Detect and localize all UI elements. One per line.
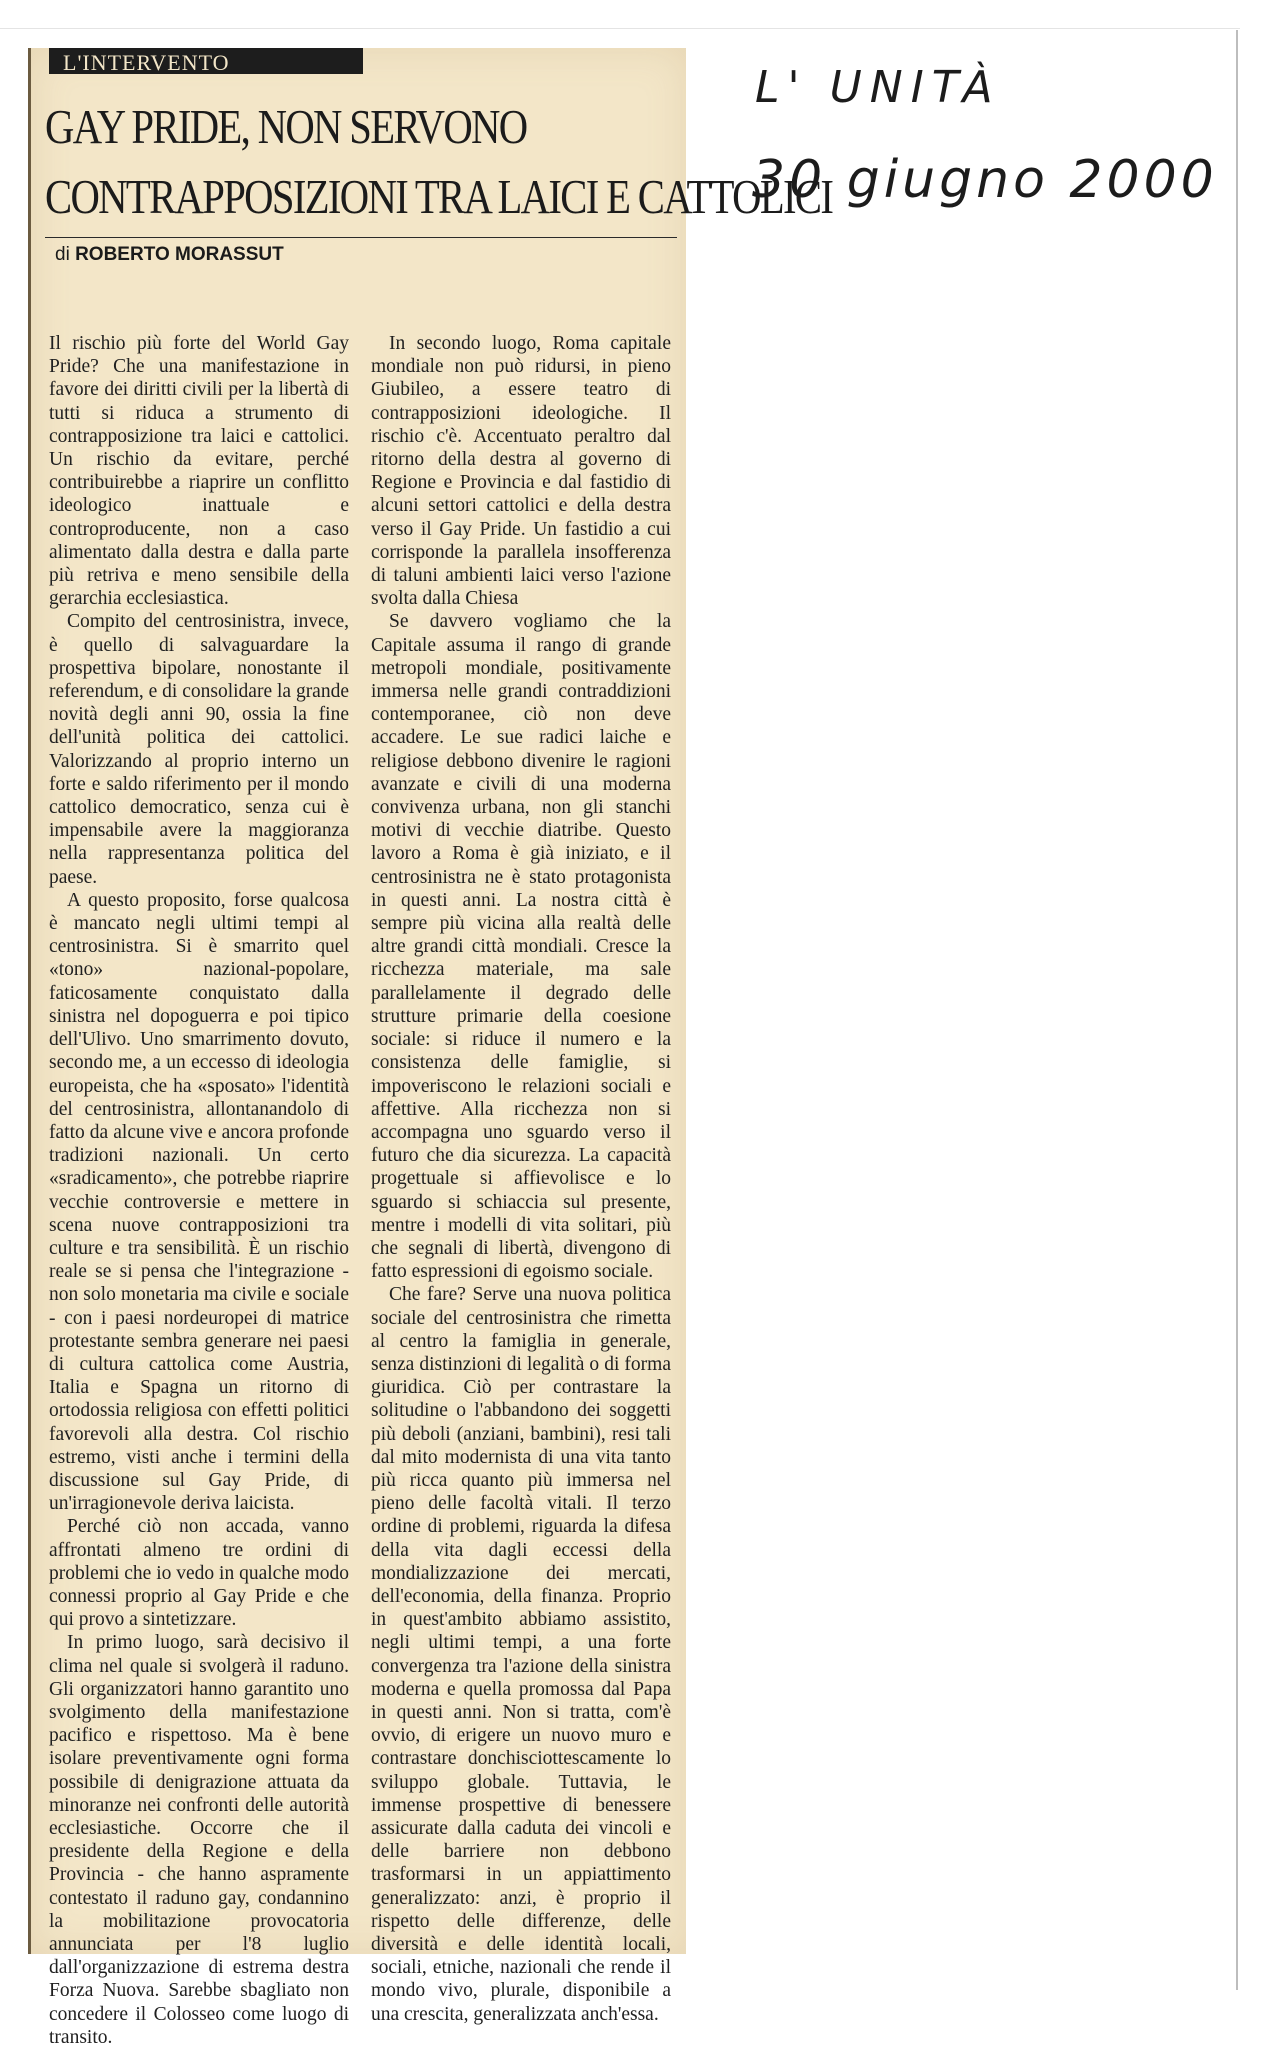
byline-prefix: di bbox=[55, 244, 70, 265]
scan-sheet-edge bbox=[1236, 30, 1238, 1990]
paragraph: In secondo luogo, Roma capitale mondiale non può ridursi, in pieno Giubileo, a essere teatro di contrapposizioni ideologiche. Il rischio c'è. Accentuato peraltro dal ritorno della destra al governo di Regione e Provincia e dal fastidio di alcuni settori cattolici e della destra verso il Gay Pride. Un fastidio a cui corrisponde la parallela insofferenza di taluni ambienti laici verso l'azione svolta dalla Chiesa bbox=[371, 333, 671, 610]
paragraph: Il rischio più forte del World Gay Pride? Che una manifestazione in favore dei diritti civili per la libertà di tutti si riduca a strumento di contrapposizione tra laici e cattolici. Un rischio da evitare, perché contribuirebbe a riaprire un conflitto ideologico inattuale e controproducente, non a caso alimentato dalla destra e dalla parte più retriva e meno sensibile della gerarchia ecclesiastica. bbox=[49, 333, 349, 610]
handwritten-date: 30 giugno 2000 bbox=[752, 150, 1218, 210]
paragraph: Se davvero vogliamo che la Capitale assuma il rango di grande metropoli mondiale, positivamente immersa nelle grandi contraddizioni contemporanee, ciò non deve accadere. Le sue radici laiche e religiose debbono divenire le ragioni avanzate e civili di una moderna convivenza urbana, non gli stanchi motivi di vecchie diatribe. Questo lavoro a Roma è già iniziato, e il centrosinistra ne è stato protagonista in questi anni. La nostra città è sempre più vicina alla realtà delle altre grandi città mondiali. Cresce la ricchezza materiale, ma sale parallelamente il degrado delle strutture primarie della coesione sociale: si riduce il numero e la consistenza delle famiglie, si impoveriscono le relazioni sociali e affettive. Alla ricchezza non si accompagna uno sguardo verso il futuro che dia sicurezza. La capacità progettuale si affievolisce e lo sguardo si schiaccia sul presente, mentre i modelli di vita solitari, più che segnali di libertà, divengono di fatto espressioni di egoismo sociale. bbox=[371, 611, 671, 1283]
article-headline bbox=[45, 92, 833, 232]
scan-top-edge bbox=[0, 28, 1240, 29]
handwritten-newspaper-name: L' UNITÀ bbox=[755, 62, 1001, 113]
article-column-1 bbox=[49, 332, 349, 2049]
paragraph: A questo proposito, forse qualcosa è mancato negli ultimi tempi al centrosinistra. Si è smarrito quel «tono» nazional-popolare, faticosamente conquistato dalla sinistra nel dopoguerra e poi tipico dell'Ulivo. Uno smarrimento dovuto, secondo me, a un eccesso di ideologia europeista, che ha «sposato» l'identità del centrosinistra, allontanandolo di fatto da alcune vive e ancora profonde tradizioni nazionali. Un certo «sradicamento», che potrebbe riaprire vecchie controversie e mettere in scena nuove contrapposizioni tra culture e tra sensibilità. È un rischio reale se si pensa che l'integrazione - non solo monetaria ma civile e sociale - con i paesi nordeuropei di matrice protestante sembra generare nei paesi di cultura cattolica come Austria, Italia e Spagna un ritorno di ortodossia religiosa con effetti politici favorevoli alla destra. Col rischio estremo, visti anche i termini della discussione sul Gay Pride, di un'irragionevole deriva laicista. bbox=[49, 889, 349, 1515]
paragraph: Perché ciò non accada, vanno affrontati almeno tre ordini di problemi che io vedo in qualche modo connessi proprio al Gay Pride e che qui provo a sintetizzare. bbox=[49, 1516, 350, 1631]
newspaper-clipping bbox=[28, 48, 833, 2048]
headline-line-1: GAY PRIDE, NON SERVONO bbox=[45, 99, 527, 154]
headline-line-2: CONTRAPPOSIZIONI TRA LAICI E CATTOLICI bbox=[45, 169, 833, 224]
section-kicker: L'INTERVENTO bbox=[49, 48, 363, 74]
paragraph: Che fare? Serve una nuova politica sociale del centrosinistra che rimetta al centro la famiglia in generale, senza distinzioni di legalità o di forma giuridica. Ciò per contrastare la solitudine o l'abbandono dei soggetti più deboli (anziani, bambini), resi tali dal mito modernista di una vita tanto più ricca quanto più immersa nel pieno delle facoltà vitali. Il terzo ordine di problemi, riguarda la difesa della vita dagli eccessi della mondializzazione dei mercati, dell'economia, della finanza. Proprio in quest'ambito abbiamo assistito, negli ultimi tempi, a una forte convergenza tra l'azione della sinistra moderna e quella promossa dal Papa in questi anni. Non si tratta, com'è ovvio, di erigere un nuovo muro e contrastare donchisciottescamente lo sviluppo globale. Tuttavia, le immense prospettive di benessere assicurate dalla caduta dei vincoli e delle barriere non debbono trasformarsi in un appiattimento generalizzato: anzi, è proprio il rispetto delle differenze, delle diversità e delle identità locali, sociali, etniche, nazionali che rende il mondo vivo, plurale, disponibile a una crescita, generalizzata anch'essa. bbox=[371, 1284, 671, 2025]
paragraph: Compito del centrosinistra, invece, è quello di salvaguardare la prospettiva bipolare, nonostante il referendum, e di consolidare la grande novità degli anni 90, ossia la fine dell'unità politica dei cattolici. Valorizzando al proprio interno un forte e saldo riferimento per il mondo cattolico democratico, senza cui è impensabile avere la maggioranza nella rappresentanza politica del paese. bbox=[49, 611, 349, 888]
paragraph: In primo luogo, sarà decisivo il clima nel quale si svolgerà il raduno. Gli organizzatori hanno garantito uno svolgimento della manifestazione pacifico e rispettoso. Ma è bene isolare preventivamente ogni forma possibile di denigrazione attuata da minoranze nei confronti delle autorità ecclesiastiche. Occorre che il presidente della Regione e della Provincia - che hanno aspramente contestato il raduno gay, condannino la mobilitazione provocatoria annunciata per l'8 luglio dall'organizzazione di estrema destra Forza Nuova. Sarebbe sbagliato non concedere il Colosseo come luogo di transito. bbox=[49, 1632, 349, 2048]
byline bbox=[55, 244, 284, 266]
article-column-2 bbox=[371, 332, 671, 2026]
headline-rule bbox=[45, 237, 677, 238]
author-name: ROBERTO MORASSUT bbox=[75, 244, 284, 265]
